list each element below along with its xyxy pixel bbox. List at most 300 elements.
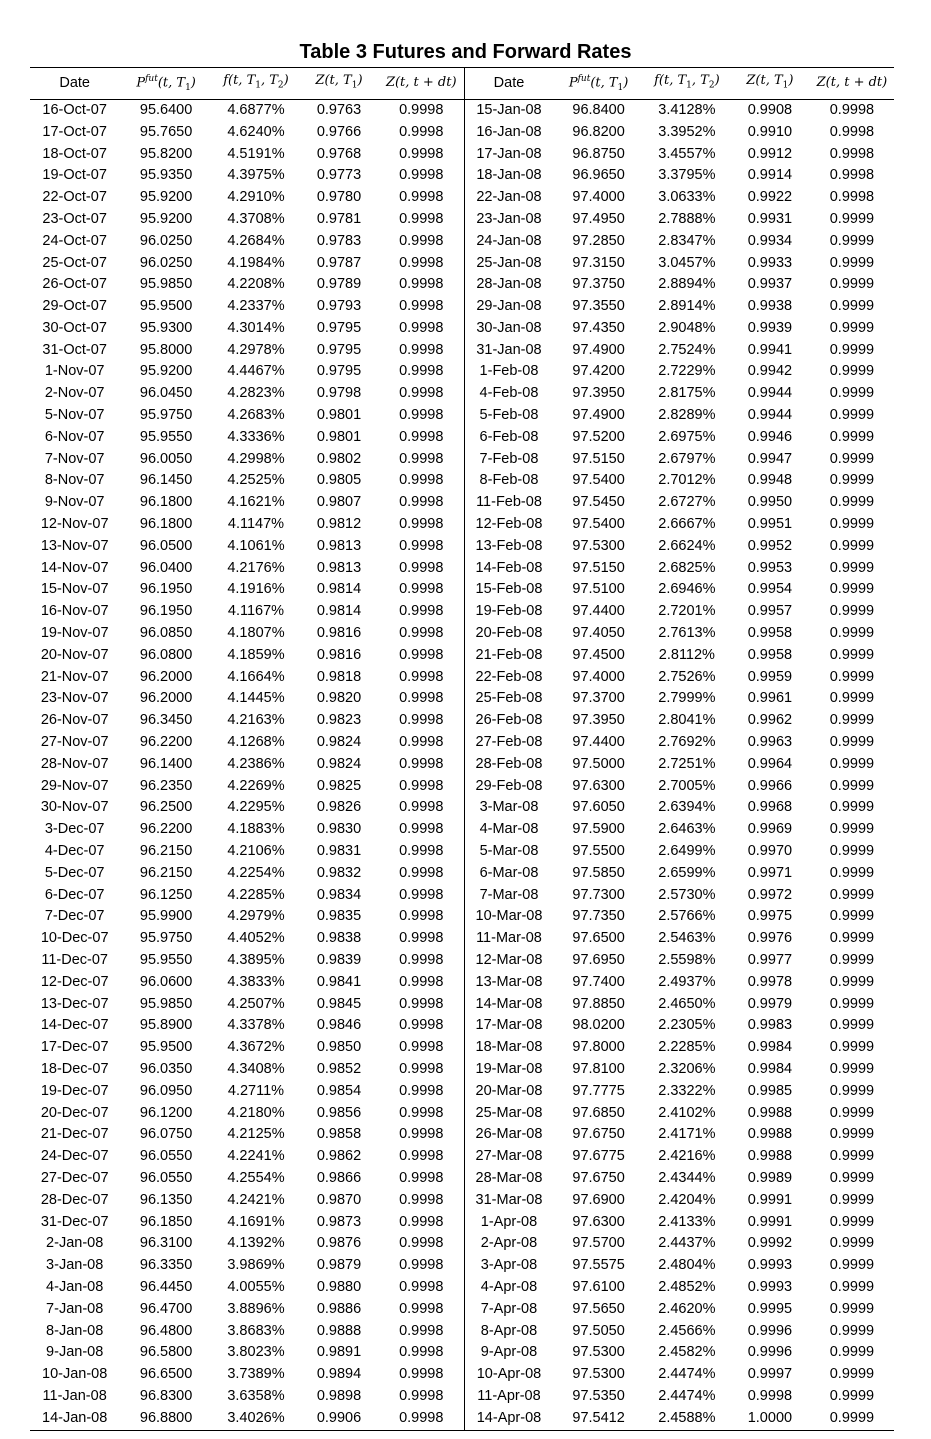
- discount-dt-cell: 0.9998: [829, 101, 875, 118]
- forward-rate-cell: 2.4344%: [658, 1169, 716, 1186]
- futures-price-cell: 97.6850: [572, 1104, 625, 1121]
- discount-t1-cell: 0.9763: [316, 101, 362, 118]
- discount-dt-cell: 0.9998: [399, 145, 444, 162]
- discount-t1-cell: 0.9850: [316, 1039, 362, 1056]
- futures-price-cell: 97.4900: [572, 407, 625, 424]
- forward-rate-cell: 2.2285%: [658, 1039, 716, 1056]
- discount-t1-cell: 0.9814: [316, 581, 362, 598]
- forward-rate-cell: 3.8683%: [227, 1322, 285, 1339]
- discount-t1-cell: 0.9846: [316, 1017, 362, 1034]
- forward-rate-cell: 3.4128%: [658, 101, 716, 118]
- discount-dt-cell: 0.9999: [829, 385, 875, 402]
- discount-t1-cell: 0.9886: [316, 1300, 362, 1317]
- discount-t1-cell: 0.9970: [747, 843, 793, 860]
- discount-dt-cell: 0.9999: [829, 1387, 875, 1404]
- futures-price-cell: 97.6750: [572, 1169, 625, 1186]
- date-cell: 20-Nov-07: [40, 646, 109, 663]
- date-cell: 24-Jan-08: [464, 231, 553, 253]
- discount-t1-cell: 0.9888: [316, 1322, 362, 1339]
- futures-price-cell: 97.4500: [572, 646, 625, 663]
- discount-t1-cell: 0.9880: [316, 1278, 362, 1295]
- forward-rate-cell: 2.6667%: [658, 516, 716, 533]
- discount-dt-cell: 0.9998: [399, 864, 444, 881]
- discount-t1-cell: 0.9876: [316, 1235, 362, 1252]
- discount-dt-cell: 0.9998: [829, 167, 875, 184]
- date-cell: 22-Feb-08: [464, 667, 553, 689]
- discount-t1-cell: 0.9934: [747, 232, 793, 249]
- discount-t1-cell: 0.9931: [747, 210, 793, 227]
- date-cell: 31-Dec-07: [40, 1213, 109, 1230]
- forward-rate-cell: 4.2106%: [227, 843, 285, 860]
- discount-dt-cell: 0.9998: [399, 1322, 444, 1339]
- table-row: [30, 601, 894, 623]
- forward-rate-cell: 4.2295%: [227, 799, 285, 816]
- futures-price-cell: 97.6950: [572, 952, 625, 968]
- discount-t1-cell: 0.9968: [747, 799, 793, 816]
- forward-rate-cell: 4.2421%: [227, 1191, 285, 1208]
- futures-price-cell: 97.5900: [572, 821, 625, 838]
- discount-t1-cell: 0.9783: [316, 232, 362, 249]
- discount-dt-cell: 0.9998: [399, 472, 444, 489]
- forward-rate-cell: 4.2978%: [227, 341, 285, 358]
- discount-dt-cell: 0.9999: [829, 930, 875, 947]
- date-cell: 6-Dec-07: [44, 886, 105, 903]
- forward-rate-mid: , T: [260, 73, 278, 89]
- futures-price-cell: 97.4350: [572, 319, 625, 336]
- futures-price-cell: 97.5100: [572, 581, 625, 598]
- table-row: [30, 144, 894, 166]
- forward-rate-cell: 3.9869%: [227, 1257, 285, 1274]
- date-cell: 9-Nov-07: [44, 494, 105, 511]
- forward-rate-cell: 4.2554%: [227, 1169, 285, 1186]
- date-cell: 6-Feb-08: [464, 427, 553, 449]
- forward-rate-cell: 2.5463%: [658, 930, 716, 947]
- forward-rate-cell: 3.6358%: [227, 1387, 285, 1404]
- futures-price-cell: 97.6300: [572, 777, 625, 794]
- date-cell: 18-Mar-08: [464, 1037, 553, 1059]
- discount-dt-cell: 0.9999: [829, 1017, 875, 1034]
- forward-rate-cell: 4.2285%: [227, 886, 285, 903]
- forward-rate-mid: , T: [691, 73, 709, 89]
- date-cell: 12-Mar-08: [464, 950, 553, 972]
- discount-t1-cell: 0.9826: [316, 799, 362, 816]
- futures-price-cell: 96.2000: [139, 690, 193, 707]
- futures-price-cell: 96.0750: [139, 1126, 193, 1143]
- futures-price-cell: 97.5400: [572, 472, 625, 489]
- discount-dt-cell: 0.9999: [829, 450, 875, 467]
- futures-price-cell: 96.3450: [139, 712, 193, 729]
- discount-t1-cell: 0.9975: [747, 908, 793, 925]
- futures-price-cell: 95.8900: [139, 1017, 193, 1034]
- discount-dt-cell: 0.9998: [399, 232, 444, 249]
- discount-dt-cell: 0.9999: [829, 973, 875, 990]
- futures-price-cell: 97.5150: [572, 450, 625, 467]
- forward-rate-cell: 2.8914%: [658, 298, 716, 315]
- forward-rate-cell: 4.1445%: [227, 690, 285, 707]
- date-cell: 25-Mar-08: [464, 1103, 553, 1125]
- futures-price-cell: 96.4800: [139, 1322, 193, 1339]
- date-cell: 28-Mar-08: [464, 1168, 553, 1190]
- date-cell: 7-Feb-08: [464, 449, 553, 471]
- futures-price-cell: 97.7775: [572, 1082, 625, 1099]
- discount-dt-cell: 0.9999: [829, 1300, 875, 1317]
- table-row: [30, 776, 894, 798]
- discount-dt-cell: 0.9999: [829, 1257, 875, 1274]
- discount-dt-cell: 0.9999: [829, 1060, 875, 1077]
- header-forward-rate: [644, 68, 730, 100]
- discount-t1-cell: 0.9958: [747, 646, 793, 663]
- discount-dt-cell: 0.9998: [399, 1235, 444, 1252]
- date-cell: 26-Mar-08: [464, 1124, 553, 1146]
- futures-price-cell: 96.2150: [139, 864, 193, 881]
- futures-price-cell: 96.0800: [139, 646, 193, 663]
- date-cell: 1-Apr-08: [464, 1212, 553, 1234]
- discount-dt-cell: 0.9998: [399, 428, 444, 445]
- discount-t1-cell: 0.9947: [747, 450, 793, 467]
- discount-t1-cell: 0.9834: [316, 886, 362, 903]
- discount-dt-cell: 0.9998: [399, 407, 444, 424]
- table-title: Table 3 Futures and Forward Rates: [299, 41, 632, 63]
- futures-price-cell: 97.5400: [572, 516, 625, 533]
- date-cell: 14-Dec-07: [40, 1017, 109, 1034]
- discount-t1-cell: 0.9879: [316, 1257, 362, 1274]
- forward-rate-cell: 2.4852%: [658, 1278, 716, 1295]
- t1-subscript: 1: [686, 80, 692, 91]
- discount-dt-cell: 0.9998: [399, 341, 444, 358]
- discount-dt-cell: 0.9998: [399, 1366, 444, 1383]
- futures-price-cell: 97.5000: [572, 755, 625, 772]
- discount-t1-cell: 0.9825: [316, 777, 362, 794]
- discount-t1-cell: 0.9984: [747, 1039, 793, 1056]
- discount-dt-cell: 0.9998: [399, 908, 444, 925]
- futures-price-cell: 97.5700: [572, 1235, 625, 1252]
- t1-subscript: 1: [185, 82, 191, 93]
- discount-t1-cell: 0.9988: [747, 1126, 793, 1143]
- futures-price-cell: 96.2350: [139, 777, 193, 794]
- forward-rate-cell: 4.2998%: [227, 450, 285, 467]
- discount-t1-cell: 0.9906: [299, 1408, 379, 1430]
- discount-t1-cell: 0.9914: [747, 167, 793, 184]
- date-cell: 3-Mar-08: [464, 797, 553, 819]
- forward-rate-cell: 4.1664%: [227, 668, 285, 685]
- futures-price-cell: 95.9200: [139, 363, 193, 380]
- discount-dt-cell: 0.9998: [399, 973, 444, 990]
- discount-t1-cell: 0.9952: [747, 537, 793, 554]
- futures-price-cell: 95.8000: [139, 341, 193, 358]
- futures-price-cell: 97.5300: [572, 1344, 625, 1361]
- discount-t1-cell: 0.9824: [316, 734, 362, 751]
- date-cell: 11-Dec-07: [41, 952, 108, 968]
- discount-dt-cell: 0.9998: [399, 843, 444, 860]
- date-cell: 27-Mar-08: [464, 1146, 553, 1168]
- forward-rate-close: ): [714, 73, 720, 89]
- date-cell: 9-Apr-08: [464, 1342, 553, 1364]
- futures-price-cell: 97.3700: [572, 690, 625, 707]
- futures-price-cell: 96.1950: [139, 603, 193, 620]
- date-cell: 10-Apr-08: [464, 1364, 553, 1386]
- date-cell: 26-Nov-07: [40, 712, 109, 729]
- table-row: [30, 1321, 894, 1343]
- discount-t1-cell: 0.9988: [747, 1104, 793, 1121]
- futures-price-cell: 97.5300: [572, 1366, 625, 1383]
- date-cell: 19-Feb-08: [464, 601, 553, 623]
- discount-t1-symbol: Z(t, T: [746, 73, 783, 89]
- discount-t1-cell: 0.9991: [747, 1213, 793, 1230]
- discount-dt-cell: 0.9999: [829, 886, 875, 903]
- futures-price-cell: 97.5412: [553, 1408, 643, 1430]
- date-cell: 27-Feb-08: [464, 732, 553, 754]
- discount-t1-cell: 0.9937: [747, 276, 793, 293]
- discount-t1-cell: 0.9820: [316, 690, 362, 707]
- discount-dt-cell: 0.9998: [399, 559, 444, 576]
- discount-t1-cell: 0.9891: [316, 1344, 362, 1361]
- discount-dt-cell: 0.9998: [399, 1213, 444, 1230]
- discount-t1-cell: 0.9870: [316, 1191, 362, 1208]
- date-cell: 24-Oct-07: [42, 232, 107, 249]
- discount-dt-cell: 0.9999: [829, 668, 875, 685]
- discount-dt-cell: 0.9998: [399, 1191, 444, 1208]
- date-cell: 15-Nov-07: [40, 581, 109, 598]
- forward-rate-cell: 4.3975%: [227, 167, 285, 184]
- discount-dt-cell: 0.9998: [399, 385, 444, 402]
- futures-price-cell: 96.9650: [572, 167, 625, 184]
- forward-rate-cell: 2.6599%: [658, 864, 716, 881]
- header-date: Date: [464, 68, 553, 100]
- futures-price-cell: 97.5350: [572, 1387, 625, 1404]
- futures-price-cell: 96.1800: [139, 494, 193, 511]
- forward-rate-cell: 4.2910%: [227, 189, 285, 206]
- discount-t1-cell: 0.9951: [747, 516, 793, 533]
- futures-price-cell: 97.3950: [572, 712, 625, 729]
- discount-dt-cell: 0.9998: [399, 1017, 444, 1034]
- discount-t1-cell: 0.9946: [747, 428, 793, 445]
- forward-rate-cell: 4.2241%: [227, 1148, 285, 1165]
- table-row: [30, 688, 894, 710]
- discount-t1-cell: 0.9961: [747, 690, 793, 707]
- table-row: [30, 187, 894, 209]
- discount-t1-cell: 0.9816: [316, 625, 362, 642]
- discount-t1-cell: 0.9798: [316, 385, 362, 402]
- forward-rate-cell: 3.3952%: [658, 123, 716, 140]
- futures-price-cell: 97.8100: [572, 1060, 625, 1077]
- futures-price-cell: 96.0400: [139, 559, 193, 576]
- date-cell: 29-Oct-07: [42, 298, 107, 315]
- futures-price-cell: 97.6750: [572, 1126, 625, 1143]
- discount-dt-cell: 0.9999: [829, 1126, 875, 1143]
- table-row: [30, 253, 894, 275]
- forward-rate-cell: 4.2525%: [227, 472, 285, 489]
- date-cell: 10-Mar-08: [464, 906, 553, 928]
- futures-price-cell: 96.0600: [139, 973, 193, 990]
- discount-dt-cell: 0.9999: [829, 516, 875, 533]
- forward-rate-cell: 2.8347%: [658, 232, 716, 249]
- fut-superscript: fut: [577, 74, 591, 84]
- discount-dt-cell: 0.9999: [829, 1039, 875, 1056]
- date-cell: 8-Nov-07: [44, 472, 105, 489]
- table-row: [30, 667, 894, 689]
- futures-price-cell: 96.2500: [139, 799, 193, 816]
- discount-t1-cell: 0.9823: [316, 712, 362, 729]
- table-row: [30, 1103, 894, 1125]
- futures-price-cell: 96.0500: [139, 537, 193, 554]
- header-discount-dt: [810, 68, 894, 100]
- forward-rate-cell: 4.2507%: [227, 995, 285, 1012]
- date-cell: 14-Nov-07: [40, 559, 109, 576]
- discount-dt-cell: 0.9999: [829, 407, 875, 424]
- date-cell: 17-Dec-07: [40, 1039, 109, 1056]
- date-cell: 13-Dec-07: [40, 995, 109, 1012]
- futures-price-cell: 96.0350: [139, 1060, 193, 1077]
- table-row: [30, 361, 894, 383]
- futures-price-cell: 97.6100: [572, 1278, 625, 1295]
- futures-price-cell: 97.7350: [572, 908, 625, 925]
- date-cell: 5-Dec-07: [44, 864, 105, 881]
- discount-dt-cell: 0.9998: [399, 319, 444, 336]
- discount-dt-cell: 0.9999: [829, 537, 875, 554]
- discount-t1-cell: 0.9835: [316, 908, 362, 925]
- futures-price-cell: 97.6500: [572, 930, 625, 947]
- date-cell: 27-Dec-07: [40, 1169, 109, 1186]
- date-cell: 17-Mar-08: [464, 1015, 553, 1037]
- discount-dt-cell: 0.9998: [399, 1344, 444, 1361]
- futures-price-cell: 95.6400: [139, 101, 193, 118]
- discount-dt-cell: 0.9999: [829, 1148, 875, 1165]
- futures-price-cell: 96.1850: [139, 1213, 193, 1230]
- discount-t1-cell: 0.9985: [747, 1082, 793, 1099]
- futures-price-cell: 96.1800: [139, 516, 193, 533]
- forward-rate-cell: 2.3206%: [658, 1060, 716, 1077]
- forward-rate-cell: 3.4557%: [658, 145, 716, 162]
- discount-dt-cell: 0.9998: [399, 101, 444, 118]
- discount-t1-cell: 0.9807: [316, 494, 362, 511]
- futures-price-cell: 97.4200: [572, 363, 625, 380]
- table-row: [30, 492, 894, 514]
- forward-rate-cell: 4.2684%: [227, 232, 285, 249]
- discount-t1-cell: 0.9801: [316, 428, 362, 445]
- table-row: [30, 972, 894, 994]
- date-cell: 28-Nov-07: [40, 755, 109, 772]
- discount-dt-cell: 0.9999: [829, 254, 875, 271]
- table-row: [30, 1212, 894, 1234]
- futures-price-cell: 96.4700: [139, 1300, 193, 1317]
- date-cell: 17-Oct-07: [42, 123, 107, 140]
- futures-price-cell: 97.4950: [572, 210, 625, 227]
- discount-t1-cell: 0.9954: [747, 581, 793, 598]
- discount-t1-cell: 0.9993: [747, 1278, 793, 1295]
- discount-dt-cell: 0.9998: [399, 625, 444, 642]
- discount-dt-cell: 0.9998: [399, 123, 444, 140]
- futures-price-cell: 97.3550: [572, 298, 625, 315]
- forward-rate-cell: 2.4620%: [658, 1300, 716, 1317]
- futures-price-cell: 97.6900: [572, 1191, 625, 1208]
- discount-dt-cell: 0.9999: [829, 908, 875, 925]
- futures-price-cell: 97.4000: [572, 189, 625, 206]
- futures-price-cell: 97.4400: [572, 734, 625, 751]
- forward-rate-cell: 2.7012%: [658, 472, 716, 489]
- date-cell: 8-Apr-08: [464, 1321, 553, 1343]
- date-cell: 24-Dec-07: [40, 1148, 109, 1165]
- table-row: [30, 928, 894, 950]
- discount-t1-cell: 0.9978: [747, 973, 793, 990]
- table-row: [30, 536, 894, 558]
- forward-rate-cell: 2.4804%: [658, 1257, 716, 1274]
- discount-dt-symbol: Z(t, t + dt): [816, 75, 888, 91]
- discount-t1-cell: 0.9780: [316, 189, 362, 206]
- futures-price-cell: 97.5300: [572, 537, 625, 554]
- futures-price-cell: 97.7400: [572, 973, 625, 990]
- futures-price-cell: 97.3150: [572, 254, 625, 271]
- forward-rate-cell: 4.5191%: [227, 145, 285, 162]
- discount-t1-cell: 0.9814: [316, 603, 362, 620]
- table-row: [30, 427, 894, 449]
- forward-rate-cell: 2.4216%: [658, 1148, 716, 1165]
- futures-price-args: (t, T: [157, 75, 186, 91]
- date-cell: 7-Dec-07: [44, 908, 105, 925]
- discount-t1-cell: 0.9992: [747, 1235, 793, 1252]
- table-row: [30, 645, 894, 667]
- date-cell: 11-Jan-08: [42, 1387, 107, 1404]
- fut-superscript: fut: [145, 74, 158, 84]
- forward-rate-cell: 2.6394%: [658, 799, 716, 816]
- table-row: [30, 1408, 894, 1430]
- forward-rate-cell: 4.2823%: [227, 385, 285, 402]
- table-row: [30, 797, 894, 819]
- discount-dt-cell: 0.9999: [829, 472, 875, 489]
- futures-price-close: ): [190, 75, 196, 91]
- discount-dt-cell: 0.9998: [399, 1082, 444, 1099]
- date-cell: 23-Nov-07: [40, 690, 109, 707]
- date-cell: 25-Feb-08: [464, 688, 553, 710]
- date-cell: 30-Jan-08: [464, 318, 553, 340]
- futures-price-cell: 96.1950: [139, 581, 193, 598]
- date-cell: 18-Dec-07: [40, 1060, 109, 1077]
- discount-dt-cell: 0.9998: [399, 363, 444, 380]
- discount-t1-cell: 0.9813: [316, 559, 362, 576]
- table-row: [30, 340, 894, 362]
- forward-rate-cell: 2.4171%: [658, 1126, 716, 1143]
- header-date: Date: [30, 68, 119, 100]
- discount-dt-cell: 0.9999: [829, 1366, 875, 1383]
- forward-rate-cell: 4.1883%: [227, 821, 285, 838]
- date-cell: 2-Apr-08: [464, 1233, 553, 1255]
- discount-dt-cell: 0.9998: [829, 145, 875, 162]
- futures-price-cell: 97.5575: [572, 1257, 625, 1274]
- forward-rate-cell: 2.4650%: [658, 995, 716, 1012]
- table-row: [30, 383, 894, 405]
- discount-dt-cell: 0.9998: [399, 537, 444, 554]
- discount-t1-cell: 0.9795: [316, 319, 362, 336]
- discount-dt-cell: 0.9998: [399, 821, 444, 838]
- discount-t1-symbol: Z(t, T: [315, 73, 352, 89]
- discount-t1-cell: 0.9908: [747, 101, 793, 118]
- date-cell: 12-Nov-07: [40, 516, 109, 533]
- forward-rate-cell: 3.3795%: [658, 167, 716, 184]
- discount-t1-cell: 0.9768: [316, 145, 362, 162]
- futures-price-cell: 95.7650: [139, 123, 193, 140]
- date-cell: 14-Jan-08: [30, 1408, 119, 1430]
- date-cell: 16-Jan-08: [464, 122, 553, 144]
- futures-price-cell: 96.2200: [139, 734, 193, 751]
- futures-price-cell: 97.5050: [572, 1322, 625, 1339]
- forward-rate-cell: 4.1268%: [227, 734, 285, 751]
- discount-dt-cell: 0.9999: [829, 1278, 875, 1295]
- date-cell: 15-Feb-08: [464, 579, 553, 601]
- futures-price-cell: 96.0950: [139, 1082, 193, 1099]
- table-row: [30, 405, 894, 427]
- forward-rate-cell: 2.7613%: [658, 625, 716, 642]
- date-cell: 19-Oct-07: [42, 167, 107, 184]
- date-cell: 29-Feb-08: [464, 776, 553, 798]
